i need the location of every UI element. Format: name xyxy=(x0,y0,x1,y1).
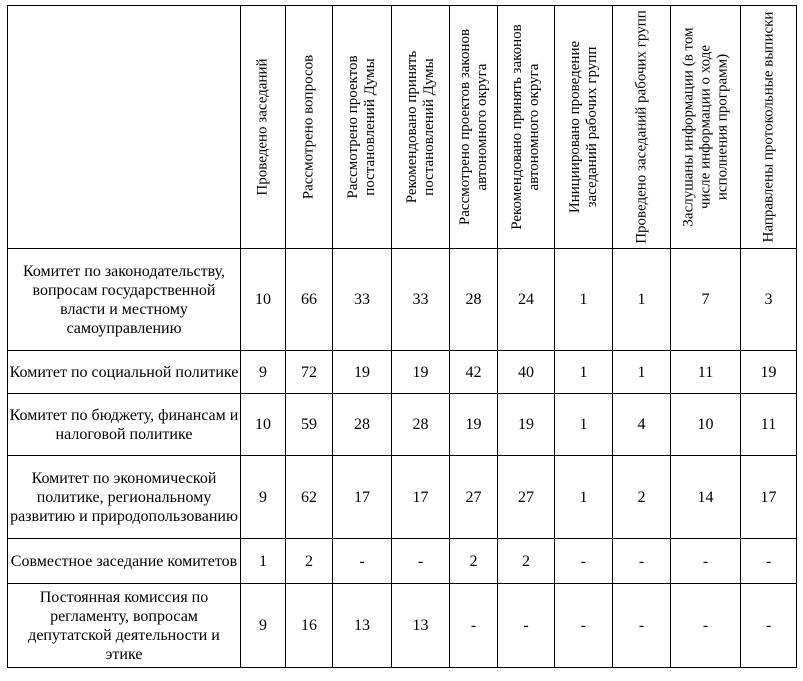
table-cell: 1 xyxy=(555,351,613,394)
table-cell: 42 xyxy=(450,351,498,394)
table-cell: 10 xyxy=(241,394,286,456)
table-row xyxy=(8,456,797,539)
table-cell: 2 xyxy=(498,539,555,584)
column-header-label: Проведено заседаний рабочих групп xyxy=(633,10,649,244)
column-header xyxy=(555,6,613,249)
table-row xyxy=(8,394,797,456)
column-header xyxy=(241,6,286,249)
table-cell: 2 xyxy=(286,539,333,584)
table-cell: 11 xyxy=(671,351,741,394)
table-cell: 2 xyxy=(613,456,671,539)
table-row xyxy=(8,351,797,394)
column-header xyxy=(671,6,741,249)
table-cell: 19 xyxy=(333,351,392,394)
table-cell: 16 xyxy=(286,584,333,668)
table-cell: 62 xyxy=(286,456,333,539)
column-header-label: Рекомендовано принять законов автономного округа xyxy=(509,24,542,230)
table-cell: 10 xyxy=(241,249,286,351)
table-cell: 1 xyxy=(241,539,286,584)
column-header-label: Инициировано проведение заседаний рабочих групп xyxy=(566,40,600,214)
table-cell: 4 xyxy=(613,394,671,456)
header-row xyxy=(8,6,797,249)
table-cell: 1 xyxy=(555,394,613,456)
table-cell: 28 xyxy=(333,394,392,456)
table-cell: 13 xyxy=(333,584,392,668)
table-cell: 33 xyxy=(392,249,450,351)
row-header: Совместное заседание комитетов xyxy=(8,539,241,584)
column-header xyxy=(333,6,392,249)
table-cell: - xyxy=(741,539,797,584)
table-cell: 1 xyxy=(555,456,613,539)
table-cell: - xyxy=(555,584,613,668)
table-cell: - xyxy=(741,584,797,668)
table-cell: 1 xyxy=(613,351,671,394)
table-cell: 13 xyxy=(392,584,450,668)
table-cell: - xyxy=(555,539,613,584)
committee-activity-table xyxy=(7,5,797,668)
table-cell: 33 xyxy=(333,249,392,351)
table-cell: 28 xyxy=(450,249,498,351)
column-header xyxy=(392,6,450,249)
table-cell: - xyxy=(671,539,741,584)
table-cell: 28 xyxy=(392,394,450,456)
table-cell: 72 xyxy=(286,351,333,394)
table-cell: - xyxy=(671,584,741,668)
column-header-label: Проведено заседаний xyxy=(254,58,271,196)
column-header-label: Заслушаны информации (в том числе информации о ходе исполнения программ) xyxy=(680,27,730,227)
column-header xyxy=(450,6,498,249)
column-header-label: Рассмотрено проектов постановлений Думы xyxy=(345,55,378,199)
row-header: Комитет по законодательству, вопросам государственной власти и местному самоуправлению xyxy=(8,249,241,351)
table-cell: 3 xyxy=(741,249,797,351)
table-cell: 40 xyxy=(498,351,555,394)
column-header xyxy=(498,6,555,249)
column-header xyxy=(286,6,333,249)
table-cell: 27 xyxy=(498,456,555,539)
table-row xyxy=(8,249,797,351)
table-cell: 9 xyxy=(241,351,286,394)
column-header-label: Рассмотрено проектов законов автономного округа xyxy=(456,28,490,226)
table-cell: 1 xyxy=(555,249,613,351)
table-cell: - xyxy=(613,539,671,584)
table-cell: 14 xyxy=(671,456,741,539)
table-cell: - xyxy=(613,584,671,668)
row-header: Комитет по бюджету, финансам и налоговой политике xyxy=(8,394,241,456)
table-cell: 17 xyxy=(741,456,797,539)
table-cell: 11 xyxy=(741,394,797,456)
table-cell: 19 xyxy=(450,394,498,456)
table-cell: 10 xyxy=(671,394,741,456)
row-header: Комитет по экономической политике, региональному развитию и природопользованию xyxy=(8,456,241,539)
table-cell: - xyxy=(498,584,555,668)
table-cell: 66 xyxy=(286,249,333,351)
column-header-label: Направлены протокольные выписки xyxy=(760,11,776,243)
table-cell: 9 xyxy=(241,456,286,539)
table-cell: - xyxy=(450,584,498,668)
corner-cell xyxy=(8,6,241,249)
table-cell: 2 xyxy=(450,539,498,584)
table-cell: 7 xyxy=(671,249,741,351)
table-cell: 9 xyxy=(241,584,286,668)
table-row xyxy=(8,584,797,668)
column-header-label: Рассмотрено вопросов xyxy=(300,54,317,200)
table-cell: 24 xyxy=(498,249,555,351)
table-cell: 19 xyxy=(498,394,555,456)
table-cell: 19 xyxy=(741,351,797,394)
table-cell: 19 xyxy=(392,351,450,394)
column-header xyxy=(741,6,797,249)
column-header xyxy=(613,6,671,249)
table-cell: - xyxy=(392,539,450,584)
row-header: Комитет по социальной политике xyxy=(8,351,241,394)
table-cell: 17 xyxy=(392,456,450,539)
table-row xyxy=(8,539,797,584)
table-cell: 17 xyxy=(333,456,392,539)
row-header: Постоянная комиссия по регламенту, вопросам депутатской деятельности и этике xyxy=(8,584,241,668)
table-cell: 27 xyxy=(450,456,498,539)
column-header-label: Рекомендовано принять постановлений Думы xyxy=(403,50,437,204)
table-cell: 1 xyxy=(613,249,671,351)
table-cell: 59 xyxy=(286,394,333,456)
table-cell: - xyxy=(333,539,392,584)
